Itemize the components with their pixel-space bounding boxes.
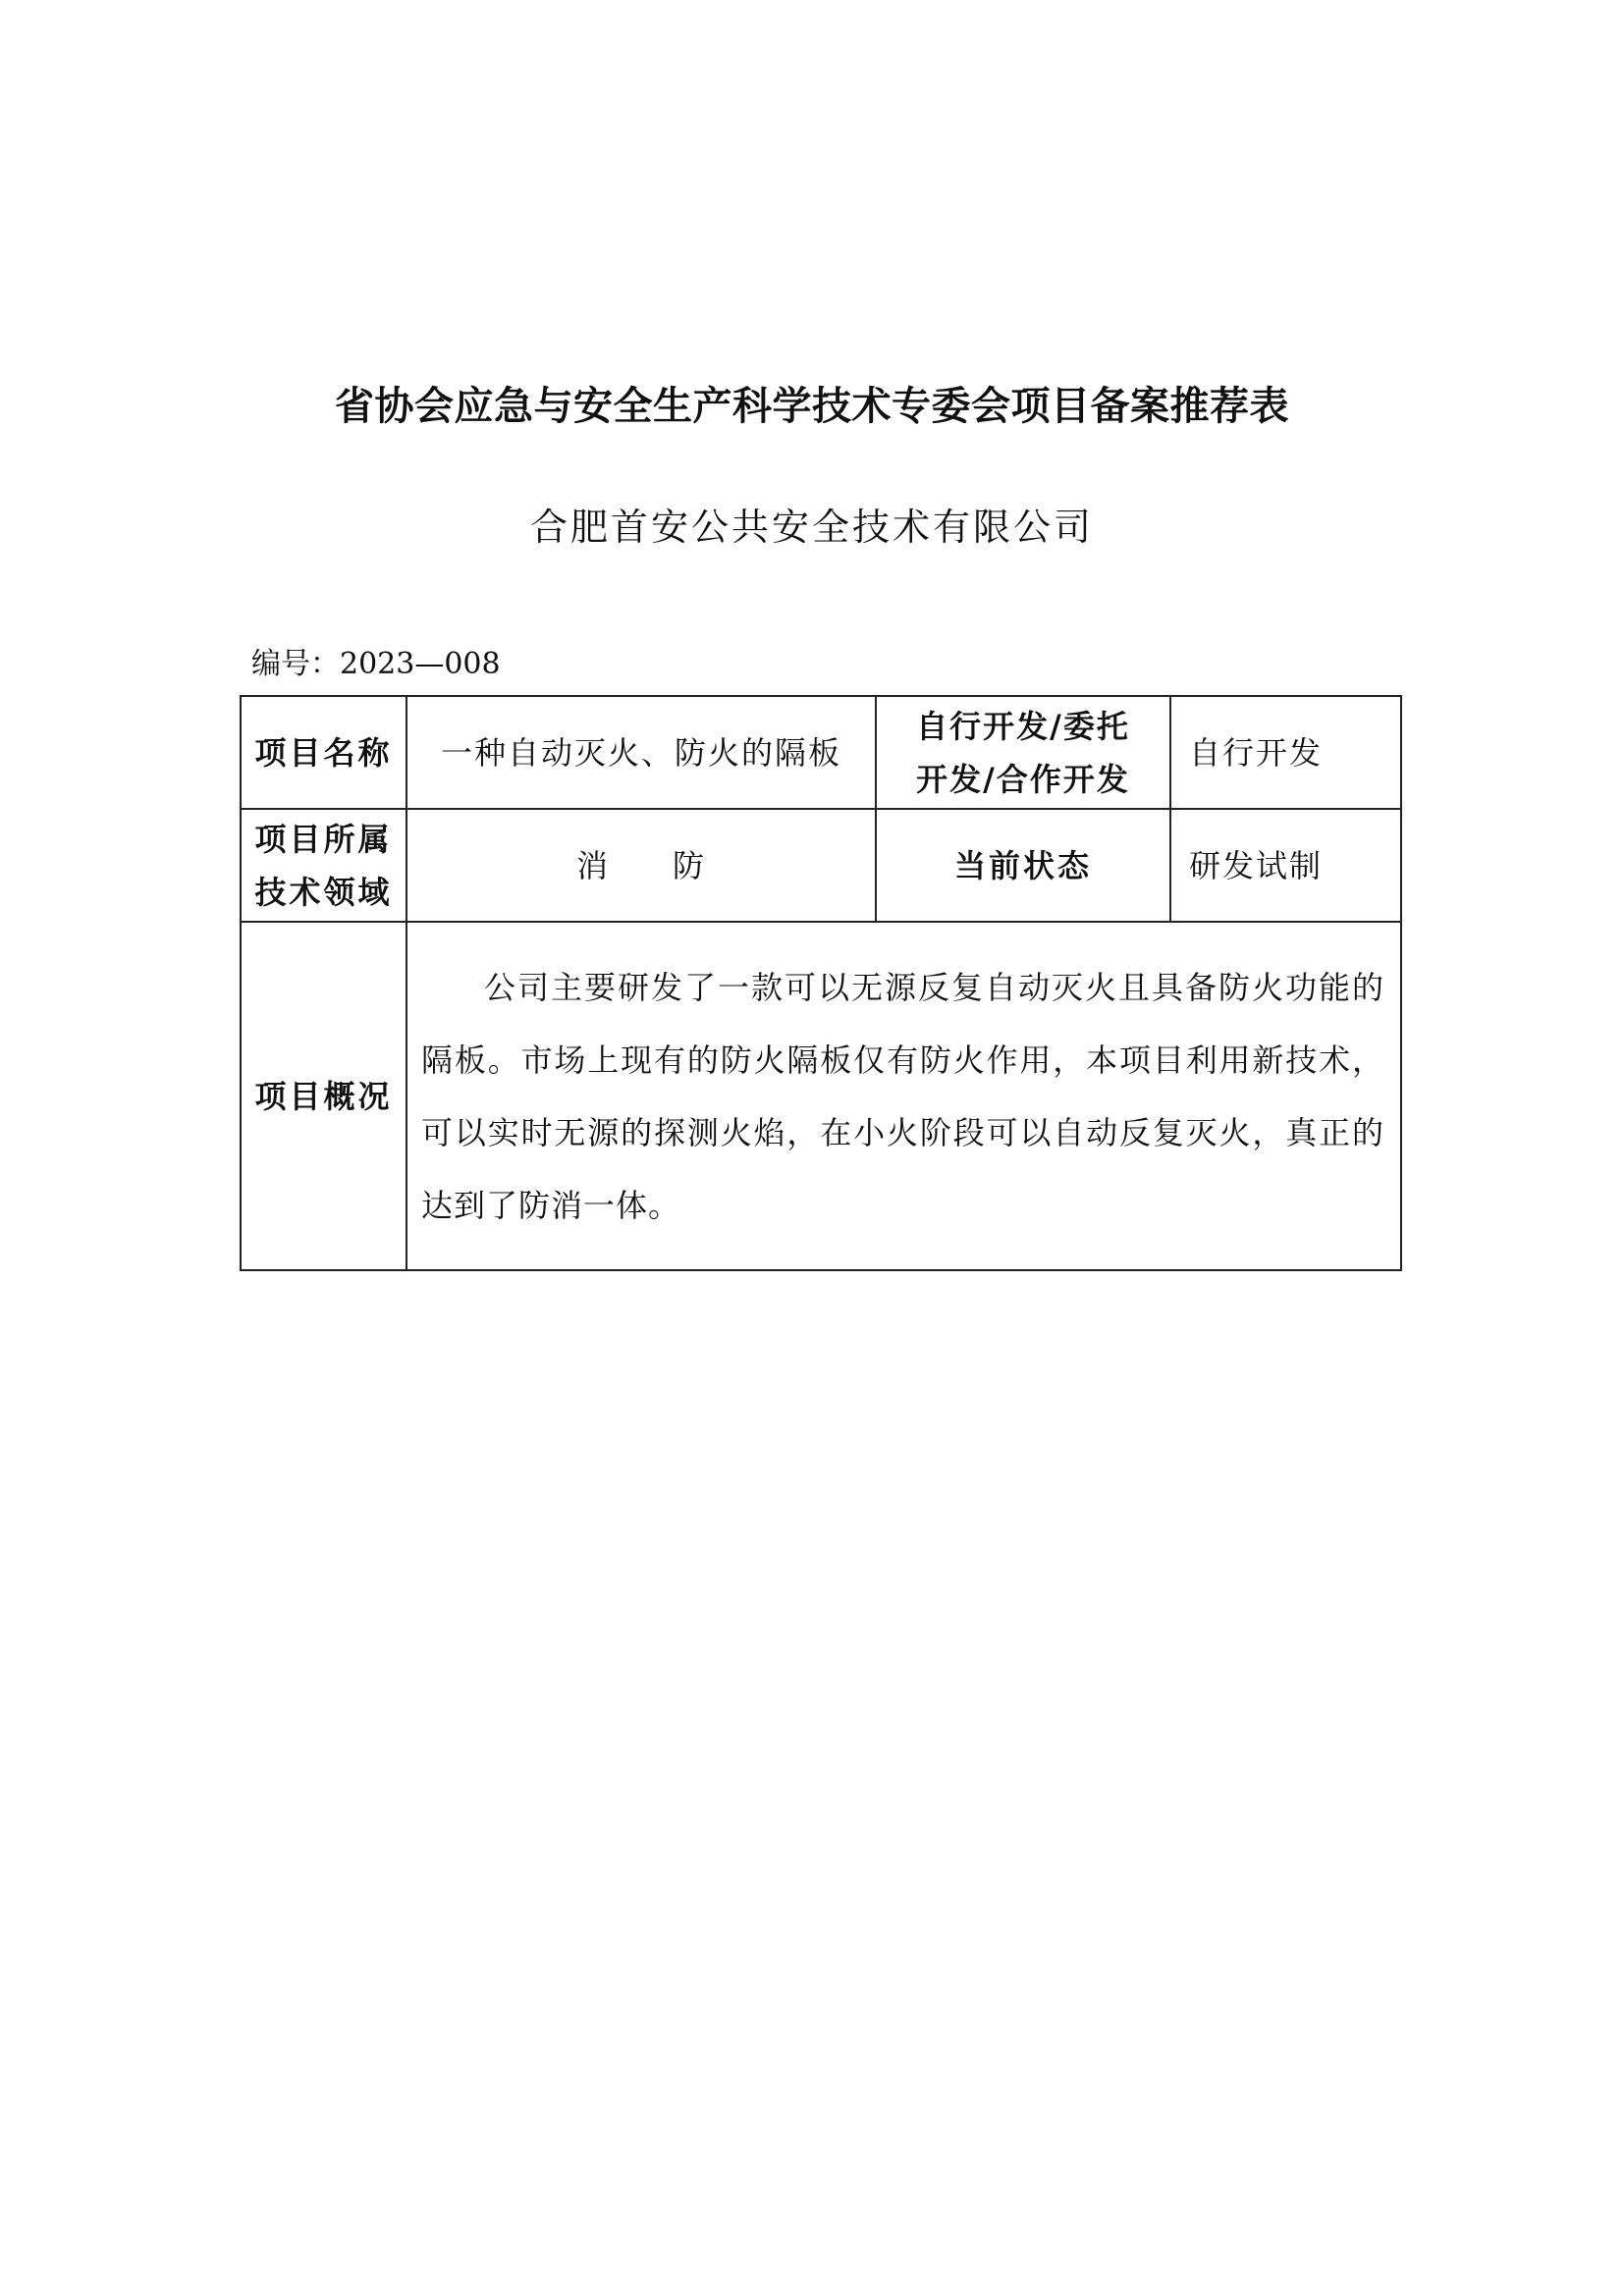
serial-number: [251, 643, 501, 686]
field-value-part1: 消: [575, 846, 610, 884]
document-title: 省协会应急与安全生产科学技术专委会项目备案推荐表: [335, 384, 1289, 429]
field-label: [241, 809, 406, 922]
status-value: 研发试制: [1170, 809, 1401, 922]
field-label-line1: 项目所属: [254, 820, 393, 858]
project-name-value: 一种自动灭火、防火的隔板: [406, 696, 876, 809]
table-row-overview: [241, 922, 1401, 1270]
overview-text: 公司主要研发了一款可以无源反复自动灭火且具备防火功能的隔板。市场上现有的防火隔板仅有防火作用，本项目利用新技术，可以实时无源的探测火焰，在小火阶段可以自动反复灭火，真正的达到了防消一体。: [406, 922, 1401, 1270]
serial-label: 编号：: [251, 647, 340, 681]
table-row-project-name: [241, 696, 1401, 809]
field-value: [406, 809, 876, 922]
table-row-field-status: [241, 809, 1401, 922]
field-label-line2: 技术领域: [254, 873, 393, 911]
field-value-part2: 防: [673, 846, 707, 884]
project-record-table: [240, 695, 1402, 1271]
dev-mode-value: 自行开发: [1170, 696, 1401, 809]
company-name: 合肥首安公共安全技术有限公司: [529, 506, 1094, 549]
dev-mode-label-line1: 自行开发/委托: [916, 707, 1130, 745]
overview-label: 项目概况: [241, 922, 406, 1270]
status-label: 当前状态: [876, 809, 1170, 922]
project-name-label: 项目名称: [241, 696, 406, 809]
serial-value: 2023—008: [340, 647, 501, 681]
dev-mode-label: [876, 696, 1170, 809]
dev-mode-label-line2: 开发/合作开发: [916, 760, 1130, 798]
